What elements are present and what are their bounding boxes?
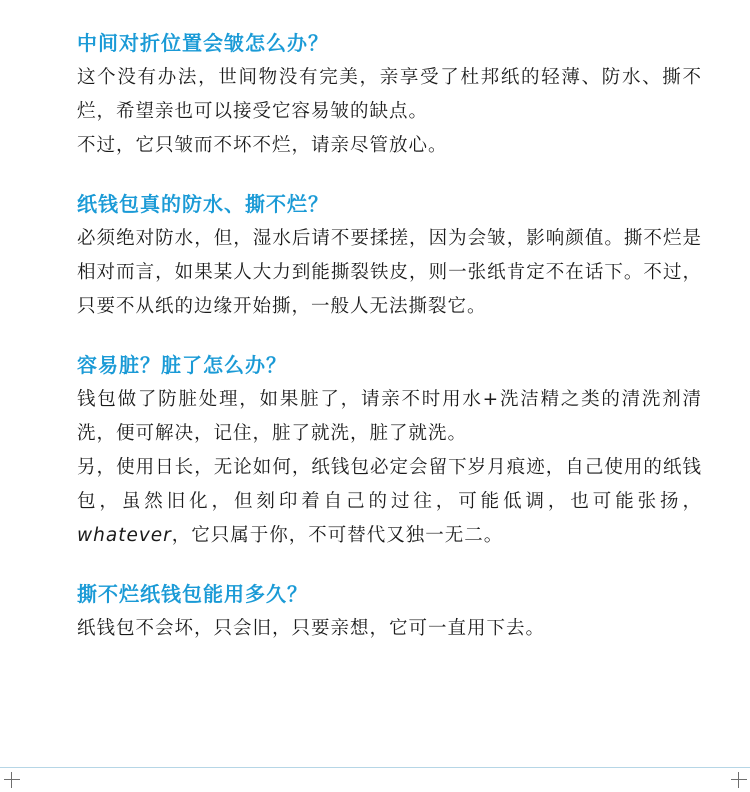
section-heading: 纸钱包真的防水、撕不烂？ (77, 192, 329, 216)
bottom-divider (0, 767, 750, 768)
faq-section-waterproof (77, 189, 702, 324)
paragraph-text: 另，使用日长，无论如何，纸钱包必定会留下岁月痕迹，自己使用的纸钱包，虽然旧化，但刻印着自己的过往，可能低调，也可能张扬， (77, 457, 702, 512)
faq-content (77, 28, 702, 646)
section-paragraph: 不过，它只皱而不坏不烂，请亲尽管放心。 (77, 135, 448, 156)
crop-mark-right-icon (731, 772, 747, 788)
section-paragraph: 必须绝对防水，但，湿水后请不要揉搓，因为会皱，影响颜值。撕不烂是相对而言，如果某人大力到能撕裂铁皮，则一张纸肯定不在话下。不过，只要不从纸的边缘开始撕，一般人无法撕裂它。 (77, 228, 702, 317)
section-paragraph: 纸钱包不会坏，只会旧，只要亲想，它可一直用下去。 (77, 618, 546, 639)
faq-section-dirty (77, 350, 702, 553)
faq-section-lifespan (77, 579, 702, 646)
crop-mark-left-icon (4, 772, 20, 788)
emphasis-text: whatever (77, 525, 172, 546)
section-paragraph (77, 451, 702, 553)
section-paragraph: 这个没有办法，世间物没有完美，亲享受了杜邦纸的轻薄、防水、撕不烂，希望亲也可以接受它容易皱的缺点。 (77, 67, 702, 122)
section-heading: 容易脏？脏了怎么办？ (77, 353, 287, 377)
section-heading: 中间对折位置会皱怎么办？ (77, 31, 329, 55)
faq-section-crease (77, 28, 702, 163)
section-paragraph: 钱包做了防脏处理，如果脏了，请亲不时用水+洗洁精之类的清洗剂清洗，便可解决，记住，脏了就洗，脏了就洗。 (77, 389, 702, 444)
paragraph-text: ，它只属于你，不可替代又独一无二。 (171, 525, 504, 546)
section-heading: 撕不烂纸钱包能用多久？ (77, 582, 308, 606)
